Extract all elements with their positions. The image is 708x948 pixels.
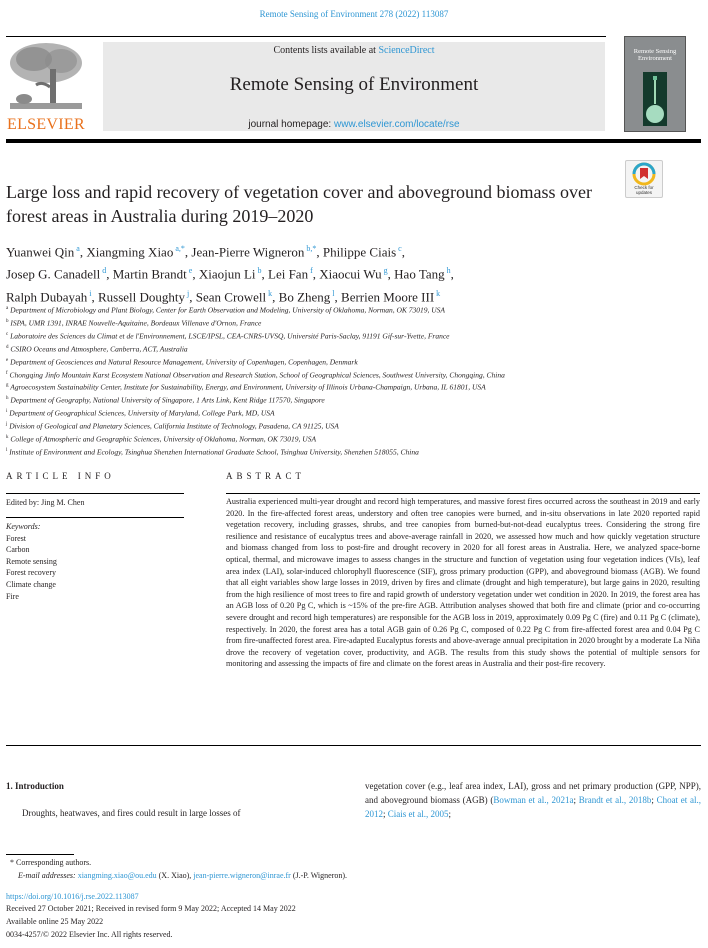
affiliation-list — [6, 303, 706, 458]
author-name[interactable]: Philippe Ciais — [322, 244, 397, 260]
affiliation-text: Chongqing Jinfo Mountain Karst Ecosystem National Observation and Research Station, School of Geographical Sciences, Southwest University, Chongqing, China — [7, 370, 505, 380]
author-affiliation-marker[interactable]: k — [434, 288, 441, 298]
check-for-updates-badge[interactable] — [625, 160, 663, 198]
journal-title[interactable]: Remote Sensing of Environment — [229, 74, 479, 95]
keyword-item: Climate change — [6, 579, 56, 589]
abstract-heading: ABSTRACT — [226, 471, 306, 481]
affiliation-key: h — [6, 396, 9, 402]
author-name[interactable]: Martin Brandt — [112, 266, 187, 282]
email-link-wigneron[interactable]: jean-pierre.wigneron@inrae.fr — [193, 871, 291, 880]
author-affiliation-marker[interactable]: d — [100, 266, 107, 276]
footnote — [10, 856, 347, 882]
journal-cover-thumbnail[interactable] — [624, 36, 686, 132]
affiliation-key: a — [6, 306, 9, 311]
elsevier-wordmark: ELSEVIER — [7, 116, 85, 133]
header-rule — [6, 139, 701, 143]
author-affiliation-marker[interactable]: e — [186, 266, 193, 276]
article-title: Large loss and rapid recovery of vegetation cover and aboveground biomass over forest areas in Australia during 2019–2020 — [6, 182, 592, 226]
citation-separator: ; — [573, 795, 579, 805]
affiliation-item — [6, 368, 706, 381]
author-affiliation-marker[interactable]: l — [330, 288, 335, 298]
affiliation-text: College of Atmospheric and Geographic Sciences, University of Oklahoma, Norman, OK 73019, USA — [8, 434, 317, 444]
affiliation-item — [6, 406, 706, 419]
author-affiliation-marker[interactable]: h — [444, 266, 451, 276]
affiliation-item — [6, 380, 706, 393]
author-name[interactable]: Berrien Moore III — [341, 288, 435, 304]
divider — [226, 493, 700, 494]
affiliation-key: e — [6, 357, 9, 363]
check-updates-icon — [626, 161, 662, 187]
author-name[interactable]: Xiangming Xiao — [86, 244, 174, 260]
contents-line — [103, 45, 605, 56]
homepage-prefix: journal homepage: — [248, 119, 334, 130]
citation-separator: ; — [383, 809, 388, 819]
affiliation-item — [6, 342, 706, 355]
author-name[interactable]: Russell Doughty — [97, 288, 186, 304]
affiliation-key: b — [6, 318, 9, 324]
affiliation-item — [6, 329, 706, 342]
corresponding-authors-note: * Corresponding authors. — [10, 858, 92, 867]
tree-icon — [6, 41, 86, 113]
article-info-heading: ARTICLE INFO — [6, 471, 115, 481]
affiliation-text: Agroecosystem Sustainability Center, Institute for Sustainability, Energy, and Environment, University of Illinois Urbana-Champaign, Urbana, IL 61801, USA — [8, 382, 486, 392]
affiliation-item — [6, 316, 706, 329]
intro-right-text: vegetation cover (e.g., leaf area index, LAI), gross and net primary production (GPP, NPP), and aboveground biomass (AGB) ( — [365, 781, 701, 805]
edited-by: Edited by: Jing M. Chen — [6, 498, 85, 507]
author-name[interactable]: Hao Tang — [394, 266, 445, 282]
affiliation-key: d — [6, 344, 9, 350]
email-link-xiao[interactable]: xiangming.xiao@ou.edu — [77, 871, 157, 880]
affiliation-item — [6, 303, 706, 316]
author-name[interactable]: Ralph Dubayah — [6, 288, 88, 304]
citation-link[interactable]: Ciais et al., 2005 — [387, 809, 449, 819]
affiliation-item — [6, 432, 706, 445]
doi-link[interactable]: https://doi.org/10.1016/j.rse.2022.113087 — [6, 892, 139, 901]
author-affiliation-marker[interactable]: b,* — [304, 244, 317, 253]
author-affiliation-marker[interactable]: b — [255, 266, 262, 276]
introduction-left-column: Droughts, heatwaves, and fires could result in large losses of — [22, 808, 241, 818]
author-name[interactable]: Sean Crowell — [195, 288, 267, 304]
running-head[interactable]: Remote Sensing of Environment 278 (2022) 113087 — [259, 9, 449, 19]
affiliation-text: ISPA, UMR 1391, INRAE Nouvelle-Aquitaine, Bordeaux Villenave d'Ornon, France — [8, 318, 262, 328]
keywords-block — [6, 521, 57, 602]
author-name[interactable]: Jean-Pierre Wigneron — [191, 244, 305, 260]
affiliation-item — [6, 445, 706, 458]
author-name[interactable]: Josep G. Canadell — [6, 266, 101, 282]
affiliation-key: l — [6, 447, 8, 453]
abstract-text: Australia experienced multi-year drought and record high temperatures, and massive forest fires occurred across the southeast in 2019 and early 2020. In the fire-affected forest areas, understory and often tree canopies were burned, and in-situ observations in late 2020 reported rapid vegetation recovery, including grasses, shrubs, and tree canopies from burned-but-not-dead eucalyptus trees. Considering the strong fire resilience and resistance of eucalyptus trees and above-average rainfall in 2020, we assessed how much and how quickly vegetation structure and biomass changed from loss to post-fire and drought recovery in 2020 for all forest areas in Australia. Here, we analyzed space-borne optical, thermal, and microwave images to assess changes in the structure and function of vegetation using four vegetation indices (VIs), leaf area index (LAI), solar-induced chlorophyll fluorescence (SIF), gross primary production (GPP), and aboveground biomass (AGB). We found that all eight variables show large losses in 2019, driven by fires and climate (drought and high temperature), but large gains in 2020, resulting from the high resilience of most trees to fire and rapid growth of understory vegetation under wet condition in 2020. In 2019, the forest area has an AGB loss of 0.20 Pg C, which is ~15% of the pre-fire AGB. Attribution analyses showed that both fire and climate (prior and co-occurring severe drought and record high temperatures) are responsible for the AGB loss in 2019, approximately 0.09 Pg C (fire) and 0.11 Pg C (climate), respectively. In 2020, the forest area has a total AGB gain of 0.26 Pg C, composed of 0.22 Pg C from fire-affected forest area and 0.04 Pg C from fire-unaffected forest area. Fire-adapted Eucalyptus forests and above-average annual precipitation in 2020 brought by a moderate La Niña drove the recovery of vegetation cover, productivity, and AGB. The results from this study shows the potential of multiple sensors for monitoring and assessing the impacts of fire and climate on the forest areas in Australia and their post-fire recovery. — [226, 497, 700, 669]
author-name[interactable]: Yuanwei Qin — [6, 244, 75, 260]
keyword-item: Remote sensing — [6, 556, 57, 566]
sciencedirect-link[interactable]: ScienceDirect — [378, 45, 435, 56]
divider — [6, 493, 184, 494]
affiliation-text: Department of Microbiology and Plant Biology, Center for Earth Observation and Modeling, University of Oklahoma, Norman, OK 73019, USA — [8, 305, 445, 315]
cover-panel — [643, 72, 667, 126]
affiliation-item — [6, 393, 706, 406]
author-name[interactable]: Lei Fan — [268, 266, 309, 282]
author-affiliation-marker[interactable]: a,* — [173, 244, 185, 253]
homepage-link[interactable]: www.elsevier.com/locate/rse — [334, 119, 460, 130]
affiliation-key: c — [6, 331, 9, 337]
affiliation-item — [6, 355, 706, 368]
footnote-rule — [6, 854, 74, 855]
cover-title: Remote Sensing Environment — [633, 48, 677, 62]
author-affiliation-marker[interactable]: a — [74, 244, 80, 253]
affiliation-key: g — [6, 383, 9, 389]
citation-separator: ; — [651, 795, 657, 805]
check-updates-label: Check for updates — [634, 185, 654, 195]
affiliation-key: j — [6, 422, 8, 428]
author-affiliation-marker[interactable]: k — [266, 288, 273, 298]
keyword-item: Carbon — [6, 545, 30, 555]
email-line — [10, 869, 347, 882]
affiliation-key: k — [6, 435, 9, 441]
affiliation-text: CSIRO Oceans and Atmosphere, Canberra, ACT, Australia — [8, 344, 188, 354]
author-name[interactable]: Xiaocui Wu — [319, 266, 382, 282]
introduction-right-column — [365, 779, 701, 821]
author-affiliation-marker[interactable]: i — [87, 288, 92, 298]
homepage-line — [103, 119, 605, 130]
author-affiliation-marker[interactable]: j — [185, 288, 190, 298]
available-online: Available online 25 May 2022 — [6, 917, 104, 926]
keyword-item: Fire — [6, 591, 19, 601]
email-label: E-mail addresses: — [18, 871, 78, 880]
author-affiliation-marker[interactable]: f — [308, 266, 313, 276]
copyright: 0034-4257/© 2022 Elsevier Inc. All rights reserved. — [6, 930, 173, 939]
affiliation-item — [6, 419, 706, 432]
keyword-item: Forest — [6, 533, 26, 543]
keywords-label: Keywords: — [6, 522, 41, 531]
affiliation-text: Department of Geosciences and Natural Resource Management, University of Copenhagen, Copenhagen, Denmark — [8, 357, 358, 367]
affiliation-text: Laboratoire des Sciences du Climat et de l'Environnement, LSCE/IPSL, CEA-CNRS-UVSQ, Université Paris-Saclay, 91191 Gif-sur-Yvette, France — [8, 331, 450, 341]
affiliation-text: Institute of Environment and Ecology, Tsinghua Shenzhen International Graduate School, Tsinghua University, Shenzhen 518055, China — [7, 447, 419, 457]
affiliation-key: i — [6, 409, 8, 415]
citation-link[interactable]: Bowman et al., 2021a — [493, 795, 574, 805]
flask-icon — [643, 72, 667, 126]
citation-link[interactable]: Choat et al., 2012 — [365, 795, 701, 819]
email-owner-xiao: (X. Xiao), — [156, 871, 194, 880]
author-affiliation-marker[interactable]: g — [381, 266, 388, 276]
author-affiliation-marker[interactable]: c — [396, 244, 402, 253]
author-name[interactable]: Bo Zheng — [278, 288, 331, 304]
received-dates: Received 27 October 2021; Received in revised form 9 May 2022; Accepted 14 May 2022 — [6, 904, 296, 913]
author-list: Yuanwei Qin $^a$, Xiangming Xiao $^{a,*}$, Jean-Pierre Wigneron $^{b,*}$, Philippe Ciais $^c$, Josep G. Canadell $^d$, Martin Brandt $^e$, Xiaojun Li $^b$, Lei Fan $^f$, Xiaocui Wu $^g$, Hao Tang $^h$, Ralph Dubayah $^i$, Russell Doughty $^j$, Sean Crowell $^k$, Bo Zheng $^l$, Berrien Moore III $^k$ — [6, 244, 454, 304]
contents-prefix: Contents lists available at — [273, 45, 379, 56]
affiliation-text: Department of Geography, National University of Singapore, 1 Arts Link, Kent Ridge 117570, Singapore — [8, 395, 325, 405]
author-name[interactable]: Xiaojun Li — [198, 266, 256, 282]
affiliation-key: f — [6, 370, 8, 376]
intro-trailing: ; — [448, 809, 452, 819]
divider — [6, 745, 701, 746]
introduction-heading: 1. Introduction — [6, 781, 64, 791]
email-owner-wigneron: (J.-P. Wigneron). — [290, 871, 348, 880]
keyword-list — [6, 533, 57, 603]
citation-link[interactable]: Brandt et al., 2018b — [578, 795, 652, 805]
divider — [6, 517, 184, 518]
keyword-item: Forest recovery — [6, 568, 56, 578]
divider — [6, 36, 606, 37]
affiliation-text: Department of Geographical Sciences, University of Maryland, College Park, MD, USA — [7, 408, 275, 418]
affiliation-text: Division of Geological and Planetary Sciences, California Institute of Technology, Pasadena, CA 91125, USA — [7, 421, 339, 431]
